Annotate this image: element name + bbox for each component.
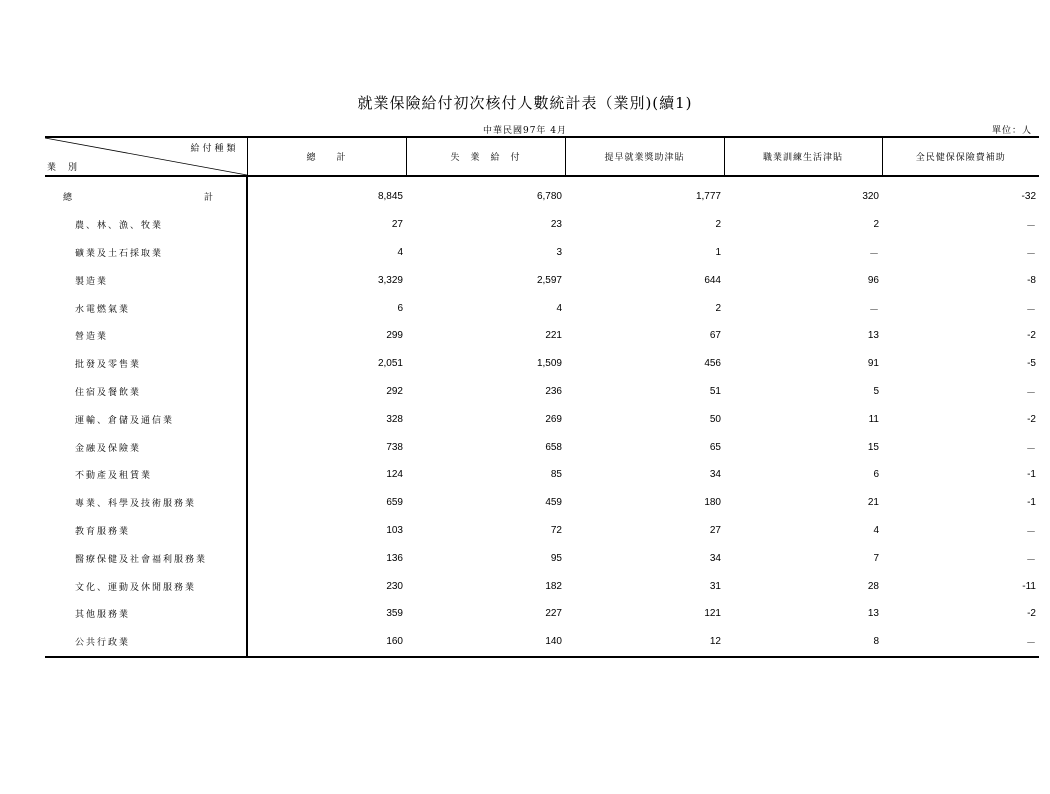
value-cell: 11	[868, 413, 879, 425]
value-cell: 1	[715, 246, 721, 258]
value-cell: －	[1026, 221, 1036, 233]
table-row	[45, 294, 1039, 322]
value-cell: -1	[1027, 497, 1036, 509]
unit-label: 單位：人	[991, 126, 1032, 136]
value-cell: 85	[550, 469, 562, 481]
corner-label-top: 給付種類	[190, 144, 239, 154]
value-cell: 27	[709, 524, 721, 536]
value-cell: 182	[545, 580, 562, 592]
value-cell: 140	[406, 628, 565, 657]
value-cell: 2	[715, 219, 721, 231]
value-cell: －	[1026, 526, 1036, 538]
table-row	[45, 350, 1039, 378]
header-row	[45, 137, 1039, 176]
value-cell: 221	[545, 330, 562, 342]
industry-name-cell: 教育服務業	[45, 517, 247, 545]
value-cell: 6	[397, 302, 403, 314]
value-cell: 659	[386, 497, 403, 509]
industry-name-cell: 營造業	[45, 322, 247, 350]
value-cell: 6	[873, 469, 879, 481]
table-row	[45, 378, 1039, 406]
value-cell: 91	[867, 358, 879, 370]
table-row	[45, 239, 1039, 267]
value-cell: 1,509	[536, 358, 562, 370]
value-cell: -5	[1027, 358, 1036, 370]
table-row	[45, 517, 1039, 545]
total-label-left: 總	[63, 193, 73, 204]
value-cell: 124	[386, 469, 403, 481]
value-cell: 738	[386, 441, 403, 453]
corner-label-bottom: 業別	[47, 163, 90, 173]
value-cell: 13	[867, 608, 879, 620]
table-row	[45, 544, 1039, 572]
column-header: 提早就業獎助津貼	[565, 137, 724, 176]
value-cell: 50	[709, 413, 721, 425]
value-cell: 8	[724, 628, 882, 657]
industry-name-cell: 運輸、倉儲及通信業	[45, 405, 247, 433]
value-cell: －	[1026, 304, 1036, 316]
value-cell: 23	[550, 219, 562, 231]
value-cell: 5	[873, 385, 879, 397]
column-header: 職業訓練生活津貼	[724, 137, 882, 176]
total-row	[45, 176, 1039, 211]
value-cell: 3,329	[377, 274, 403, 286]
value-cell: 227	[545, 608, 562, 620]
table-row	[45, 211, 1039, 239]
value-cell: 160	[247, 628, 406, 657]
value-cell: 72	[550, 524, 562, 536]
value-cell: －	[1026, 443, 1036, 455]
industry-name-cell: 金融及保險業	[45, 433, 247, 461]
value-cell: 121	[704, 608, 721, 620]
value-cell: 236	[545, 385, 562, 397]
industry-name-cell: 公共行政業	[45, 628, 247, 657]
industry-name-cell: 不動產及租賃業	[45, 461, 247, 489]
value-cell: -1	[1027, 469, 1036, 481]
value-cell: 21	[867, 497, 879, 509]
industry-name-cell: 製造業	[45, 266, 247, 294]
value-cell: 644	[704, 274, 721, 286]
industry-name-cell: 醫療保健及社會福利服務業	[45, 544, 247, 572]
value-cell: 2,051	[377, 358, 403, 370]
value-cell: -2	[1027, 413, 1036, 425]
value-cell: 230	[386, 580, 403, 592]
value-cell: 3	[556, 246, 562, 258]
table-row	[45, 322, 1039, 350]
value-cell: 4	[556, 302, 562, 314]
value-cell: -2	[1027, 608, 1036, 620]
industry-name-cell: 專業、科學及技術服務業	[45, 489, 247, 517]
column-header: 全民健保保險費補助	[882, 137, 1039, 176]
column-header: 失 業 給 付	[406, 137, 565, 176]
industry-name-cell: 農、林、漁、牧業	[45, 211, 247, 239]
value-cell: 34	[709, 469, 721, 481]
table-row	[45, 600, 1039, 628]
value-cell: -11	[1022, 580, 1036, 592]
value-cell: 4	[873, 524, 879, 536]
value-cell: 269	[545, 413, 562, 425]
table-row	[45, 266, 1039, 294]
industry-name-cell: 水電燃氣業	[45, 294, 247, 322]
value-cell: －	[869, 304, 879, 316]
table-row	[45, 572, 1039, 600]
table-row	[45, 489, 1039, 517]
value-cell: 292	[386, 385, 403, 397]
value-cell: 180	[704, 497, 721, 509]
value-cell: 328	[386, 413, 403, 425]
value-cell: 7	[873, 552, 879, 564]
value-cell: 65	[709, 441, 721, 453]
value-cell: 51	[709, 385, 721, 397]
total-value-cell: 6,780	[536, 191, 562, 203]
value-cell: －	[1026, 554, 1036, 566]
statistics-table	[45, 136, 1039, 658]
industry-name-cell: 礦業及土石採取業	[45, 239, 247, 267]
value-cell: 12	[565, 628, 724, 657]
value-cell: 299	[386, 330, 403, 342]
value-cell: 96	[867, 274, 879, 286]
total-value-cell: 1,777	[695, 191, 721, 203]
value-cell: －	[869, 248, 879, 260]
value-cell: 13	[867, 330, 879, 342]
value-cell: 2	[715, 302, 721, 314]
total-value-cell: 8,845	[377, 191, 403, 203]
value-cell: 27	[391, 219, 403, 231]
value-cell: 34	[709, 552, 721, 564]
value-cell: －	[1026, 387, 1036, 399]
value-cell: 136	[386, 552, 403, 564]
value-cell: 2	[873, 219, 879, 231]
column-header: 總 計	[247, 137, 406, 176]
value-cell: －	[882, 628, 1039, 657]
value-cell: 2,597	[536, 274, 562, 286]
value-cell: 658	[545, 441, 562, 453]
value-cell: －	[1026, 248, 1036, 260]
total-value-cell: -32	[1021, 191, 1036, 203]
table-row	[45, 405, 1039, 433]
industry-name-cell: 住宿及餐飲業	[45, 378, 247, 406]
industry-name-cell: 文化、運動及休閒服務業	[45, 572, 247, 600]
table-row	[45, 461, 1039, 489]
value-cell: -2	[1027, 330, 1036, 342]
industry-name-cell: 其他服務業	[45, 600, 247, 628]
value-cell: 95	[550, 552, 562, 564]
corner-header-cell	[45, 137, 247, 176]
value-cell: 103	[386, 524, 403, 536]
period-label: 中華民國97年 4月	[482, 126, 568, 136]
value-cell: 67	[709, 330, 721, 342]
total-value-cell: 320	[862, 191, 879, 203]
value-cell: 4	[397, 246, 403, 258]
industry-name-cell: 批發及零售業	[45, 350, 247, 378]
total-label-right: 計	[203, 193, 213, 204]
page-title: 就業保險給付初次核付人數統計表（業別)(續1)	[357, 94, 693, 112]
value-cell: 359	[386, 608, 403, 620]
value-cell: 28	[867, 580, 879, 592]
value-cell: -8	[1027, 274, 1036, 286]
total-label-cell	[45, 176, 247, 211]
value-cell: 456	[704, 358, 721, 370]
value-cell: 459	[545, 497, 562, 509]
table-row	[45, 433, 1039, 461]
value-cell: 15	[867, 441, 879, 453]
value-cell: 31	[709, 580, 721, 592]
table-row	[45, 628, 1039, 657]
